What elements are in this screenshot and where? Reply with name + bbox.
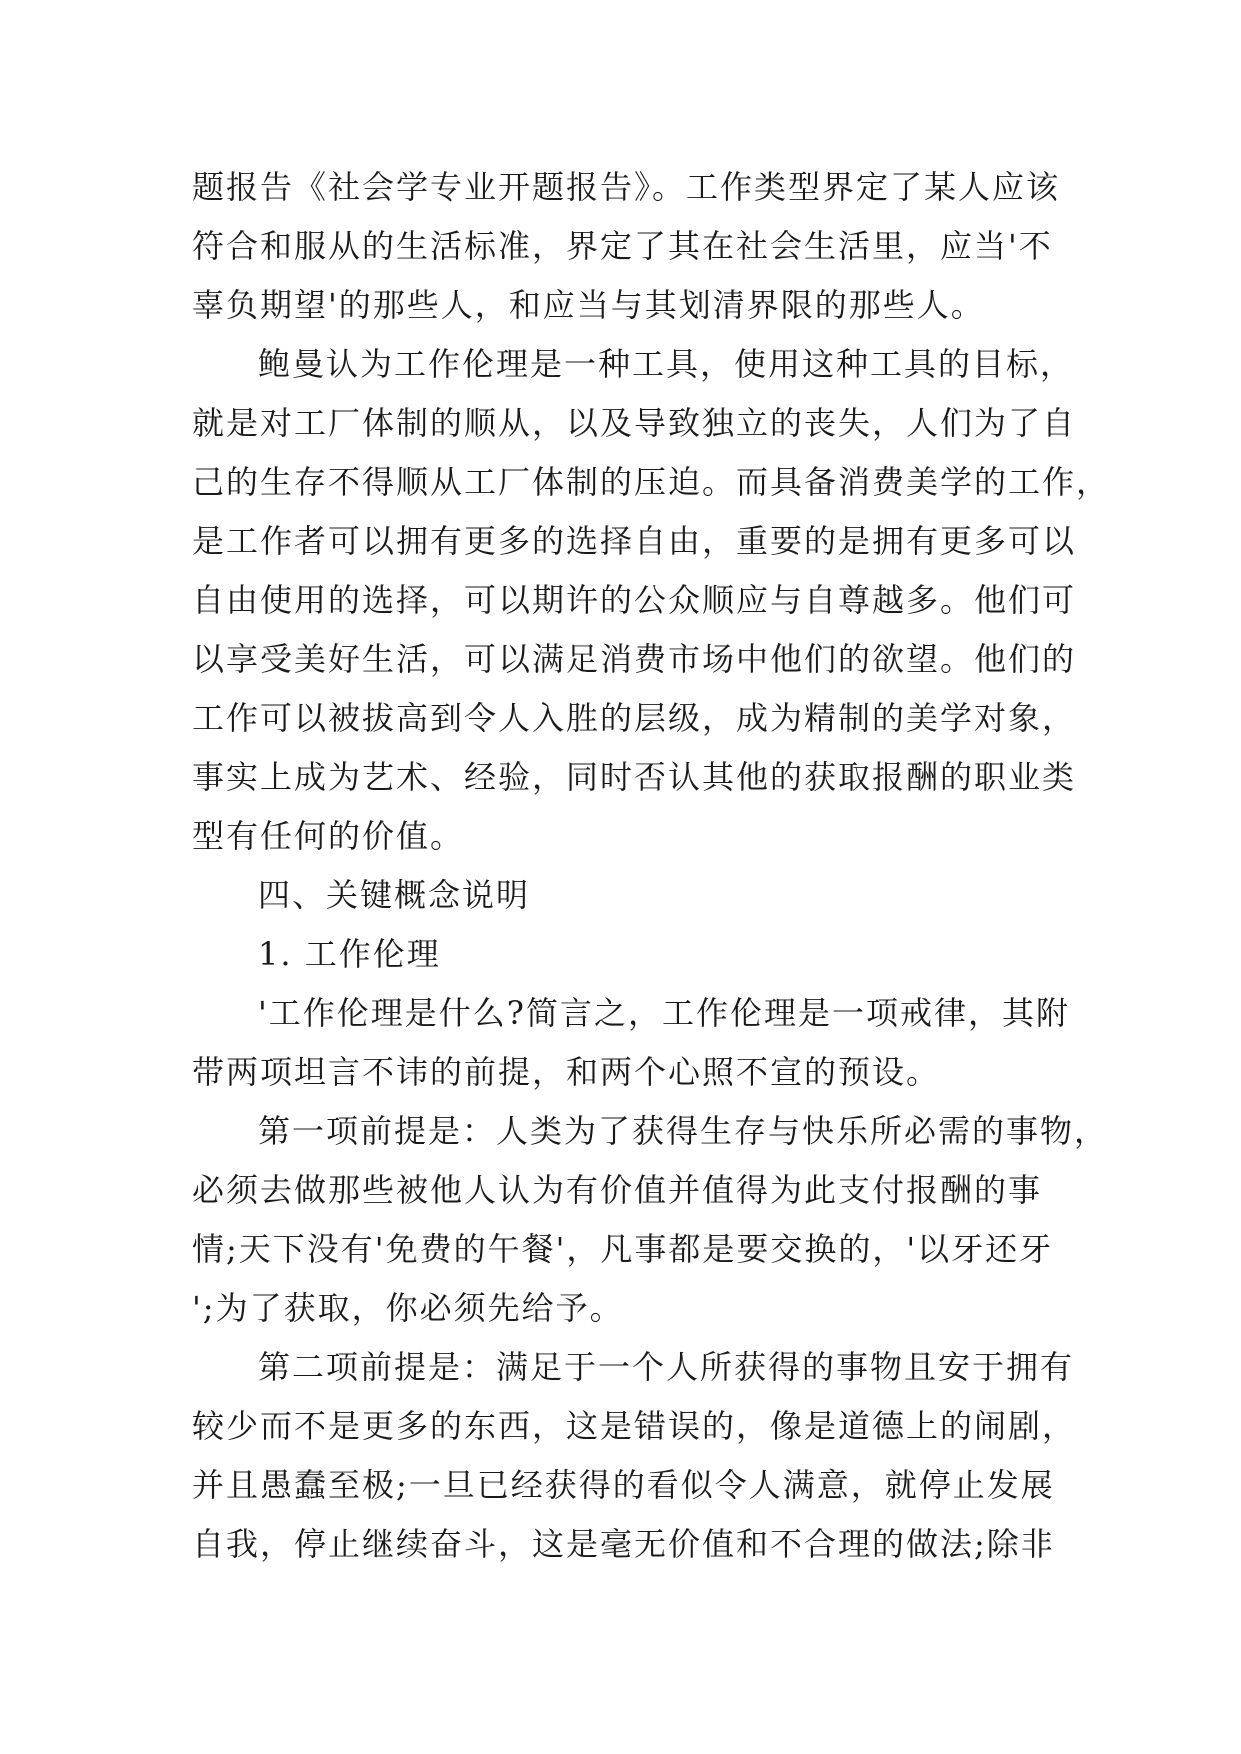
text-line: 己的生存不得顺从工厂体制的压迫。而具备消费美学的工作， bbox=[192, 463, 1111, 501]
text-line: 以享受美好生活，可以满足消费市场中他们的欲望。他们的 bbox=[192, 640, 1077, 678]
body-text bbox=[192, 158, 1111, 1574]
text-line: 事实上成为艺术、经验，同时否认其他的获取报酬的职业类 bbox=[192, 758, 1077, 796]
paragraph-start-line: 第二项前提是：满足于一个人所获得的事物且安于拥有 bbox=[258, 1348, 1075, 1386]
text-line: 自由使用的选择，可以期许的公众顺应与自尊越多。他们可 bbox=[192, 581, 1077, 619]
text-line: 符合和服从的生活标准，界定了其在社会生活里，应当'不 bbox=[192, 227, 1053, 265]
subsection-heading: 1. 工作伦理 bbox=[258, 935, 441, 973]
text-line: 必须去做那些被他人认为有价值并值得为此支付报酬的事 bbox=[192, 1171, 1043, 1209]
text-line: 辜负期望'的那些人，和应当与其划清界限的那些人。 bbox=[192, 286, 985, 324]
text-line: 工作可以被拔高到令人入胜的层级，成为精制的美学对象， bbox=[192, 699, 1077, 737]
text-line: 自我，停止继续奋斗，这是毫无价值和不合理的做法;除非 bbox=[192, 1525, 1055, 1563]
paragraph-start-line: 鲍曼认为工作伦理是一种工具，使用这种工具的目标， bbox=[258, 345, 1075, 383]
text-line: 就是对工厂体制的顺从，以及导致独立的丧失，人们为了自 bbox=[192, 404, 1077, 442]
text-line: 题报告《社会学专业开题报告》。工作类型界定了某人应该 bbox=[192, 168, 1061, 206]
text-line: 较少而不是更多的东西，这是错误的，像是道德上的闹剧， bbox=[192, 1407, 1077, 1445]
text-line: 是工作者可以拥有更多的选择自由，重要的是拥有更多可以 bbox=[192, 522, 1077, 560]
paragraph-start-line: '工作伦理是什么?简言之，工作伦理是一项戒律，其附 bbox=[258, 994, 1070, 1032]
text-line: ';为了获取，你必须先给予。 bbox=[192, 1289, 624, 1327]
paragraph-start-line: 第一项前提是：人类为了获得生存与快乐所必需的事物， bbox=[258, 1112, 1109, 1150]
text-line: 并且愚蠢至极;一旦已经获得的看似令人满意，就停止发展 bbox=[192, 1466, 1055, 1504]
text-line: 带两项坦言不讳的前提，和两个心照不宣的预设。 bbox=[192, 1053, 941, 1091]
text-line: 型有任何的价值。 bbox=[192, 817, 465, 855]
section-heading: 四、关键概念说明 bbox=[258, 876, 531, 914]
text-line: 情;天下没有'免费的午餐'，凡事都是要交换的，'以牙还牙 bbox=[192, 1230, 1054, 1268]
